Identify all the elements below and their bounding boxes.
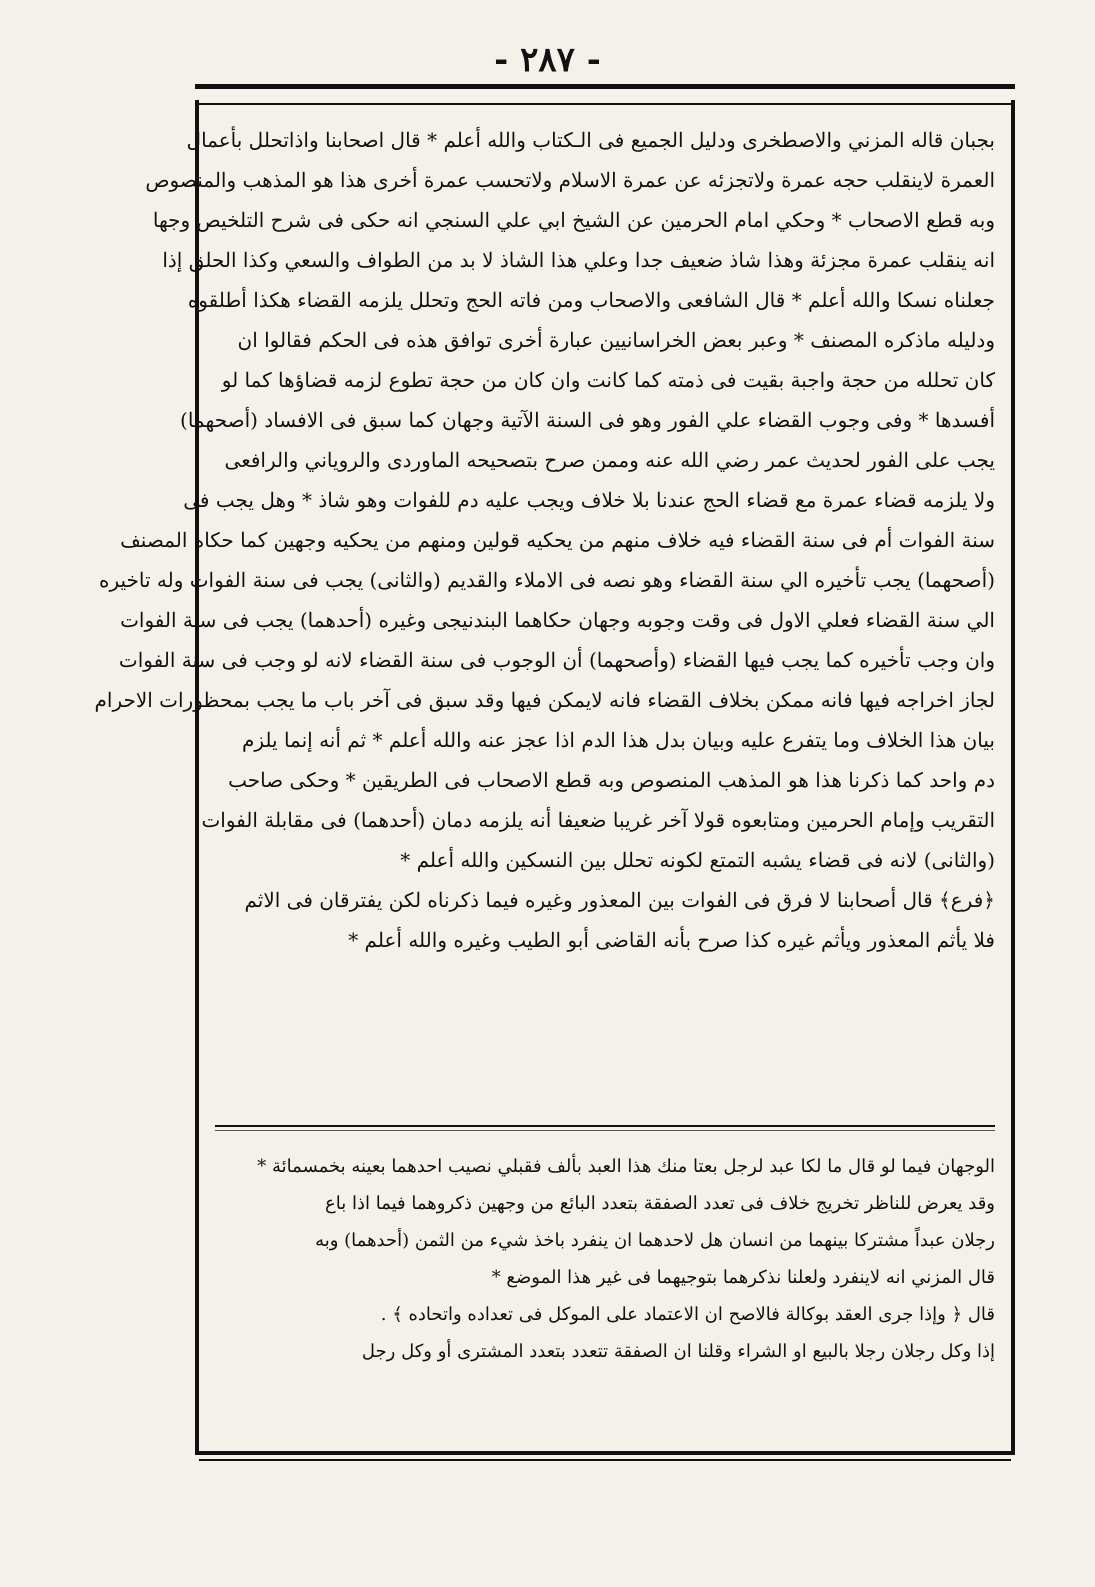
foot-line: إذا وكل رجلان رجلا بالبيع او الشراء وقلنا ان الصفقة تتعدد بتعدد المشترى أو وكل رجل bbox=[361, 1341, 995, 1362]
foot-line: وقد يعرض للناظر تخريج خلاف فى تعدد الصفقة بتعدد البائع من وجهين ذكروهما فيما اذا باع bbox=[325, 1193, 995, 1214]
main-line: بجبان قاله المزني والاصطخرى ودليل الجميع فى الـكتاب والله أعلم * قال اصحابنا واذاتحلل بأعمال bbox=[186, 128, 995, 152]
main-line: دم واحد كما ذكرنا هذا هو المذهب المنصوص وبه قطع الاصحاب فى الطريقين * وحكى صاحب bbox=[228, 768, 995, 792]
main-line: انه ينقلب عمرة مجزئة وهذا شاذ ضعيف جدا وعلي هذا الشاذ لا بد من الطواف والسعي وكذا الحلق إذا bbox=[162, 248, 995, 272]
commentary-text bbox=[215, 1148, 995, 1370]
main-line: ولا يلزمه قضاء عمرة مع قضاء الحج عندنا بلا خلاف ويجب عليه دم للفوات وهو شاذ * وهل يجب فى bbox=[183, 488, 995, 512]
main-line: (أصحهما) يجب تأخيره الي سنة القضاء وهو نصه فى الاملاء والقديم (والثانى) يجب فى سنة الفوات وله تاخيره bbox=[98, 568, 995, 592]
main-line: (والثانى) لانه فى قضاء يشبه التمتع لكونه تحلل بين النسكين والله أعلم * bbox=[400, 848, 995, 872]
main-line: بيان هذا الخلاف وما يتفرع عليه وبيان بدل هذا الدم اذا عجز عنه والله أعلم * ثم أنه إنما يلزم bbox=[241, 728, 995, 752]
main-line: التقريب وإمام الحرمين ومتابعوه قولا آخر غريبا ضعيفا أنه يلزمه دمان (أحدهما) فى مقابلة الفوات bbox=[201, 808, 995, 832]
main-line: سنة الفوات أم فى سنة القضاء فيه خلاف منهم من يحكيه قولين ومنهم من يحكيه وجهين كما حكاه المصنف bbox=[120, 528, 995, 552]
main-line: العمرة لاينقلب حجه عمرة ولاتجزئه عن عمرة الاسلام ولاتحسب عمرة أخرى هذا هو المذهب والمنصوص bbox=[145, 168, 995, 192]
main-line: لجاز اخراجه فيها فانه ممكن بخلاف القضاء فانه لايمكن فيها وقد سبق فى آخر باب ما يجب بمحظورات الاحرام bbox=[94, 688, 995, 712]
main-line: كان تحلله من حجة واجبة بقيت فى ذمته كما كانت وان كان من حجة تطوع لزمه قضاؤها كما لو bbox=[221, 368, 995, 392]
main-line: ودليله ماذكره المصنف * وعبر بعض الخراسانيين عبارة أخرى توافق هذه فى الحكم فقالوا ان bbox=[237, 328, 995, 352]
main-text-body bbox=[94, 120, 995, 960]
footnote-separator-thin bbox=[215, 1130, 995, 1131]
main-line: وبه قطع الاصحاب * وحكي امام الحرمين عن الشيخ ابي علي السنجي انه حكى فى شرح التلخيص وجها bbox=[152, 208, 995, 232]
foot-line: الوجهان فيما لو قال ما لكا عبد لرجل بعتا منك هذا العبد بألف فقبلي نصيب احدهما بعينه بخمسمائة * bbox=[257, 1156, 995, 1177]
foot-line: رجلان عبداً مشتركا بينهما من انسان هل لاحدهما ان ينفرد باخذ شيء من الثمن (أحدهما) وبه bbox=[315, 1230, 995, 1251]
main-line: يجب على الفور لحديث عمر رضي الله عنه وممن صرح بتصحيحه الماوردى والروياني والرافعى bbox=[224, 448, 995, 472]
main-line: وان وجب تأخيره كما يجب فيها القضاء (وأصحهما) أن الوجوب فى سنة القضاء لانه لو وجب فى سنة الفوات bbox=[118, 648, 995, 672]
footnote-separator bbox=[215, 1125, 995, 1127]
main-line: فلا يأثم المعذور ويأثم غيره كذا صرح بأنه القاضى أبو الطيب وغيره والله أعلم * bbox=[348, 928, 995, 952]
foot-line: قال المزني انه لاينفرد ولعلنا نذكرهما بتوجيهما فى غير هذا الموضع * bbox=[491, 1267, 995, 1288]
main-line: ﴿فرع﴾ قال أصحابنا لا فرق فى الفوات بين المعذور وغيره فيما ذكرناه لكن يفترقان فى الاثم bbox=[244, 888, 995, 912]
foot-line: قال ﴿ وإذا جرى العقد بوكالة فالاصح ان الاعتماد على الموكل فى تعداده واتحاده ﴾ . bbox=[380, 1304, 995, 1325]
main-line: أفسدها * وفى وجوب القضاء علي الفور وهو فى السنة الآتية وجهان كما سبق فى الافساد (أصحهما) bbox=[180, 408, 995, 432]
main-line: الي سنة القضاء فعلي الاول فى وقت وجوبه وجهان حكاهما البندنيجى وغيره (أحدهما) يجب فى سنة الفوات bbox=[120, 608, 995, 632]
main-line: جعلناه نسكا والله أعلم * قال الشافعى والاصحاب ومن فاته الحج وتحلل يلزمه القضاء هكذا أطلقوه bbox=[187, 288, 995, 312]
page-number: - ٢٨٧ - bbox=[494, 40, 601, 80]
